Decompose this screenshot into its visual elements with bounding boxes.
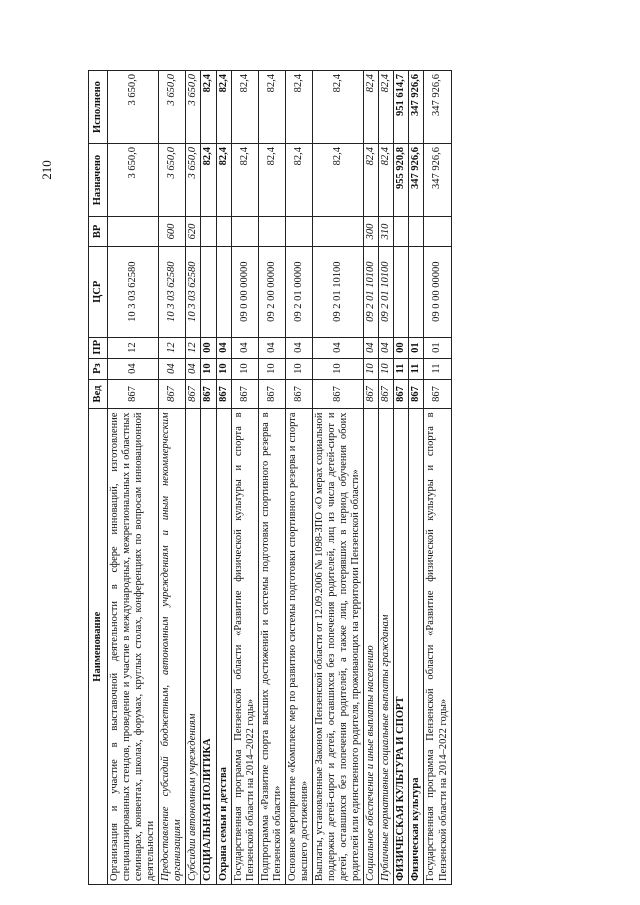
- cell-ved: 867: [409, 379, 424, 409]
- cell-vr: 620: [186, 217, 201, 247]
- cell-csr: 10 3 03 62580: [108, 246, 159, 337]
- cell-naznacheno: 3 650,0: [186, 144, 201, 217]
- cell-name: Подпрограмма «Развитие спорта высших достижений и системы подготовки спортивного резерва в Пензенской области»: [258, 409, 285, 885]
- cell-naznacheno: 82,4: [379, 144, 394, 217]
- header-pr: ПР: [89, 337, 108, 358]
- cell-naznacheno: 3 650,0: [108, 144, 159, 217]
- cell-rz: 10: [258, 358, 285, 379]
- table-row: [379, 71, 394, 885]
- cell-rz: 11: [424, 358, 451, 379]
- cell-name: Государственная программа Пензенской области «Развитие физической культуры и спорта в Пензенской области на 2014–2022 годы»: [424, 409, 451, 885]
- cell-rz: 10: [216, 358, 231, 379]
- page-number: 210: [39, 160, 54, 180]
- cell-ved: 867: [186, 379, 201, 409]
- table-header-row: [89, 71, 108, 885]
- cell-ispolneno: 3 650,0: [186, 71, 201, 144]
- table-row: [285, 71, 312, 885]
- cell-vr: [216, 217, 231, 247]
- cell-pr: 12: [159, 337, 186, 358]
- cell-naznacheno: 347 926,6: [409, 144, 424, 217]
- cell-pr: 04: [364, 337, 379, 358]
- cell-ved: 867: [285, 379, 312, 409]
- cell-pr: 00: [394, 337, 409, 358]
- cell-csr: [201, 246, 216, 337]
- table-row: [258, 71, 285, 885]
- cell-vr: [231, 217, 258, 247]
- cell-rz: 04: [186, 358, 201, 379]
- cell-vr: 310: [379, 217, 394, 247]
- cell-ispolneno: 347 926,6: [409, 71, 424, 144]
- cell-ispolneno: 82,4: [364, 71, 379, 144]
- cell-name: Предоставление субсидий бюджетным, автономным учреждениям и иным некоммерческим организациям: [159, 409, 186, 885]
- cell-ispolneno: 347 926,6: [424, 71, 451, 144]
- cell-vr: 300: [364, 217, 379, 247]
- cell-name: Физическая культура: [409, 409, 424, 885]
- cell-vr: [285, 217, 312, 247]
- cell-ved: 867: [201, 379, 216, 409]
- cell-naznacheno: 82,4: [364, 144, 379, 217]
- cell-rz: 11: [394, 358, 409, 379]
- cell-ved: 867: [231, 379, 258, 409]
- cell-ispolneno: 82,4: [312, 71, 363, 144]
- cell-vr: [424, 217, 451, 247]
- cell-vr: [108, 217, 159, 247]
- cell-vr: [312, 217, 363, 247]
- cell-name: Основное мероприятие «Комплекс мер по развитию системы подготовки спортивного резерва и спорта высшего достижения»: [285, 409, 312, 885]
- cell-ved: 867: [312, 379, 363, 409]
- cell-vr: [394, 217, 409, 247]
- cell-rz: 10: [312, 358, 363, 379]
- cell-ispolneno: 82,4: [201, 71, 216, 144]
- cell-name: Организация и участие в выставочной деятельности в сфере инноваций, изготовление специализированных стендов, проведение и участие в международных, межрегиональных и областных семинарах, конвентах, школах, форумах, круглых столах, конференциях по вопросам инновационной деятельности: [108, 409, 159, 885]
- cell-rz: 10: [364, 358, 379, 379]
- table-row: [394, 71, 409, 885]
- cell-ispolneno: 951 614,7: [394, 71, 409, 144]
- table-row: [201, 71, 216, 885]
- cell-pr: 12: [108, 337, 159, 358]
- cell-csr: [216, 246, 231, 337]
- table-row: [312, 71, 363, 885]
- cell-name: Выплаты, установленные Законом Пензенской области от 12.09.2006 № 1098-ЗПО «О мерах социальной поддержки детей-сирот и детей, оставшихся без попечения родителей, лиц из числа детей-сирот и детей, оставшихся без попечения родителей, а также лиц, потерявших в период обучения обоих родителей или единственного родителя, проживающих на территории Пензенской области»: [312, 409, 363, 885]
- cell-ved: 867: [108, 379, 159, 409]
- header-csr: ЦСР: [89, 246, 108, 337]
- cell-name: Субсидии автономным учреждениям: [186, 409, 201, 885]
- cell-ved: 867: [159, 379, 186, 409]
- cell-naznacheno: 82,4: [201, 144, 216, 217]
- header-vr: ВР: [89, 217, 108, 247]
- cell-naznacheno: 82,4: [231, 144, 258, 217]
- cell-ispolneno: 82,4: [216, 71, 231, 144]
- budget-table: [88, 70, 452, 885]
- cell-csr: 09 2 01 00000: [285, 246, 312, 337]
- cell-pr: 04: [312, 337, 363, 358]
- cell-name: Социальное обеспечение и иные выплаты населению: [364, 409, 379, 885]
- cell-name: Государственная программа Пензенской области «Развитие физической культуры и спорта в Пензенской области на 2014–2022 годы»: [231, 409, 258, 885]
- cell-pr: 01: [424, 337, 451, 358]
- cell-rz: 04: [159, 358, 186, 379]
- cell-csr: 09 2 01 10100: [379, 246, 394, 337]
- table-row: [159, 71, 186, 885]
- cell-ispolneno: 82,4: [258, 71, 285, 144]
- cell-pr: 12: [186, 337, 201, 358]
- cell-ved: 867: [364, 379, 379, 409]
- cell-csr: 09 2 01 10100: [312, 246, 363, 337]
- cell-csr: 10 3 03 62580: [186, 246, 201, 337]
- table-body: [108, 71, 452, 885]
- cell-ved: 867: [394, 379, 409, 409]
- cell-naznacheno: 3 650,0: [159, 144, 186, 217]
- table-row: [186, 71, 201, 885]
- cell-pr: 04: [258, 337, 285, 358]
- cell-naznacheno: 82,4: [312, 144, 363, 217]
- header-naznacheno: Назначено: [89, 144, 108, 217]
- cell-ispolneno: 82,4: [231, 71, 258, 144]
- cell-pr: 04: [379, 337, 394, 358]
- cell-ved: 867: [379, 379, 394, 409]
- table-row: [231, 71, 258, 885]
- cell-csr: 09 0 00 00000: [231, 246, 258, 337]
- cell-ispolneno: 82,4: [285, 71, 312, 144]
- cell-naznacheno: 955 920,8: [394, 144, 409, 217]
- cell-naznacheno: 82,4: [258, 144, 285, 217]
- table-row: [424, 71, 451, 885]
- cell-rz: 04: [108, 358, 159, 379]
- cell-naznacheno: 347 926,6: [424, 144, 451, 217]
- cell-vr: [258, 217, 285, 247]
- cell-naznacheno: 82,4: [216, 144, 231, 217]
- cell-ved: 867: [424, 379, 451, 409]
- table-row: [216, 71, 231, 885]
- table-row: [108, 71, 159, 885]
- cell-name: СОЦИАЛЬНАЯ ПОЛИТИКА: [201, 409, 216, 885]
- cell-csr: 09 0 00 00000: [424, 246, 451, 337]
- cell-name: ФИЗИЧЕСКАЯ КУЛЬТУРА И СПОРТ: [394, 409, 409, 885]
- cell-rz: 10: [231, 358, 258, 379]
- header-name: Наименование: [89, 409, 108, 885]
- cell-csr: 09 2 01 10100: [364, 246, 379, 337]
- cell-name: Публичные нормативные социальные выплаты гражданам: [379, 409, 394, 885]
- cell-ispolneno: 3 650,0: [108, 71, 159, 144]
- cell-ved: 867: [258, 379, 285, 409]
- cell-rz: 10: [201, 358, 216, 379]
- cell-csr: [409, 246, 424, 337]
- cell-rz: 10: [285, 358, 312, 379]
- cell-rz: 10: [379, 358, 394, 379]
- header-ispolneno: Исполнено: [89, 71, 108, 144]
- table-area: [88, 70, 604, 885]
- cell-pr: 00: [201, 337, 216, 358]
- header-rz: Рз: [89, 358, 108, 379]
- cell-name: Охрана семьи и детства: [216, 409, 231, 885]
- cell-csr: 09 2 00 00000: [258, 246, 285, 337]
- table-row: [364, 71, 379, 885]
- cell-rz: 11: [409, 358, 424, 379]
- cell-vr: 600: [159, 217, 186, 247]
- cell-ispolneno: 3 650,0: [159, 71, 186, 144]
- table-row: [409, 71, 424, 885]
- header-ved: Вед: [89, 379, 108, 409]
- cell-naznacheno: 82,4: [285, 144, 312, 217]
- rotated-table-wrapper: [88, 70, 604, 885]
- cell-pr: 04: [231, 337, 258, 358]
- cell-ispolneno: 82,4: [379, 71, 394, 144]
- cell-pr: 04: [216, 337, 231, 358]
- cell-csr: [394, 246, 409, 337]
- cell-vr: [409, 217, 424, 247]
- cell-pr: 01: [409, 337, 424, 358]
- cell-csr: 10 3 03 62580: [159, 246, 186, 337]
- cell-ved: 867: [216, 379, 231, 409]
- cell-pr: 04: [285, 337, 312, 358]
- cell-vr: [201, 217, 216, 247]
